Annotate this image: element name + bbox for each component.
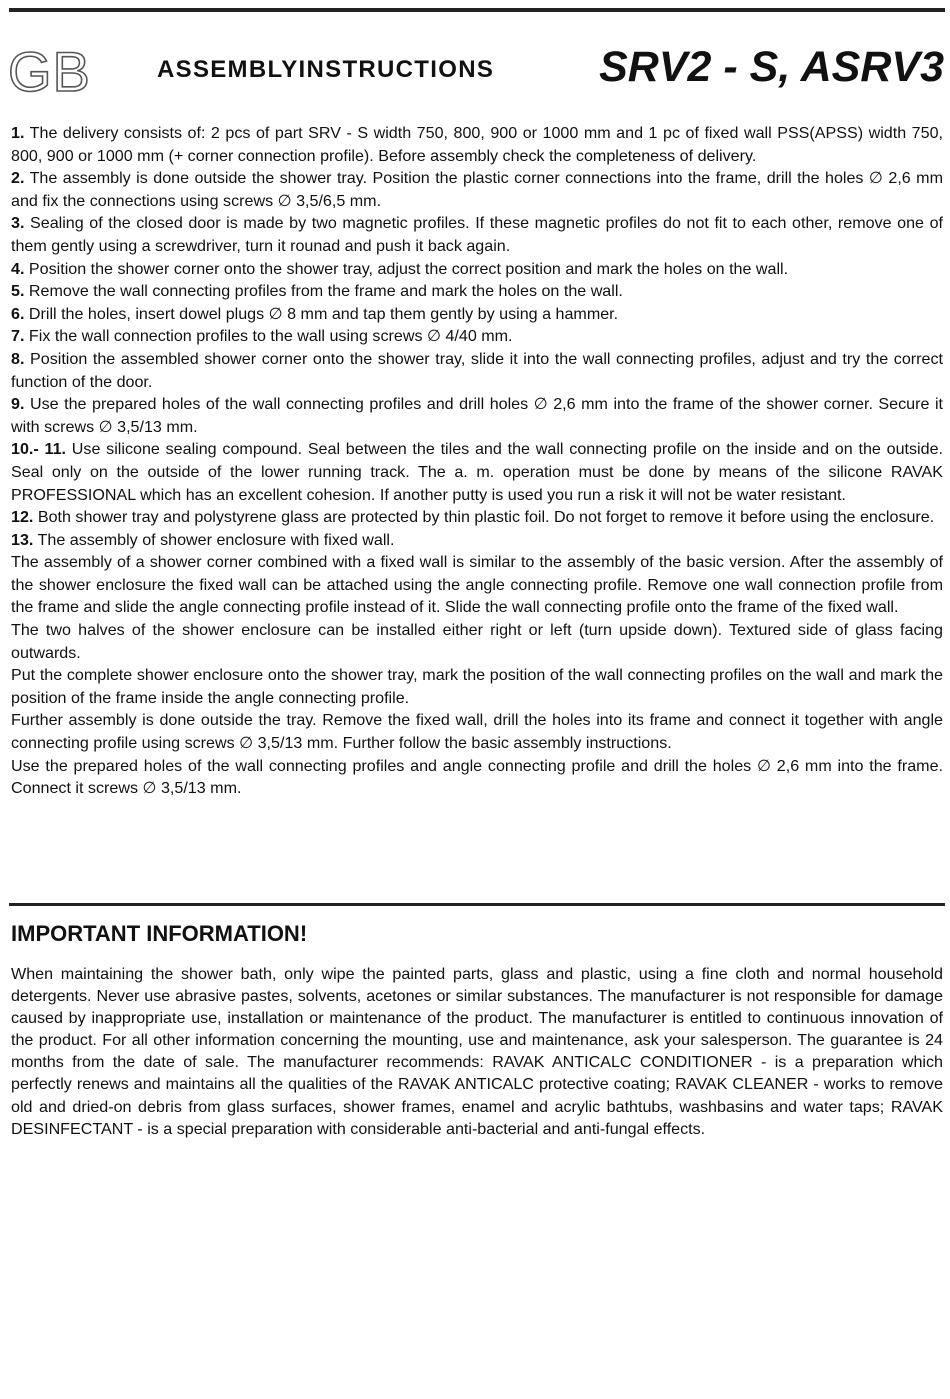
instruction-step	[11, 325, 943, 348]
step-number: 5.	[11, 282, 25, 301]
paragraph-text: Put the complete shower enclosure onto the shower tray, mark the position of the wall connecting profiles on the wall and mark the position of the frame inside the angle connecting profile.	[11, 666, 943, 707]
step-text: Use silicone sealing compound. Seal between the tiles and the wall connecting profile on the inside and on the outside. Seal only on the outside of the lower running track. The a. m. operation must be done by means of the silicone RAVAK PROFESSIONAL which has an excellent cohesion. If another putty is used you run a risk it will not be water resistant.	[11, 440, 943, 504]
document-title: ASSEMBLYINSTRUCTIONS	[157, 56, 495, 83]
step-number: 3.	[11, 214, 25, 233]
step-number: 13.	[11, 530, 34, 549]
step-text: Remove the wall connecting profiles from the frame and mark the holes on the wall.	[24, 282, 623, 301]
step-number: 12.	[11, 508, 34, 527]
instruction-paragraph	[11, 551, 943, 619]
step-text: Both shower tray and polystyrene glass are protected by thin plastic foil. Do not forget to remove it before using the enclosure.	[33, 508, 935, 527]
instruction-step	[11, 303, 943, 326]
instruction-step	[11, 506, 943, 529]
instruction-paragraph	[11, 755, 943, 800]
paragraph-text: Use the prepared holes of the wall connecting profiles and angle connecting profile and drill the holes ∅ 2,6 mm into the frame. Connect it screws ∅ 3,5/13 mm.	[11, 756, 943, 798]
step-number: 8.	[11, 349, 25, 368]
instruction-step	[11, 529, 943, 552]
paragraph-text: Further assembly is done outside the tray. Remove the fixed wall, drill the holes into its frame and connect it together with angle connecting profile using screws ∅ 3,5/13 mm. Further follow the basic assembly instructions.	[11, 711, 943, 753]
instructions-section	[11, 122, 943, 800]
step-number: 9.	[11, 395, 25, 414]
step-text: Drill the holes, insert dowel plugs ∅ 8 mm and tap them gently by using a hammer.	[24, 304, 619, 323]
step-text: The delivery consists of: 2 pcs of part SRV - S width 750, 800, 900 or 1000 mm and 1 pc of fixed wall PSS(APSS) width 750, 800, 900 or 1000 mm (+ corner connection profile). Before assembly check the completeness of delivery.	[11, 124, 943, 165]
step-text: Sealing of the closed door is made by two magnetic profiles. If these magnetic profiles do not fit to each other, remove one of them gently using a screwdriver, turn it rounad and push it back again.	[11, 214, 943, 255]
step-text: Use the prepared holes of the wall connecting profiles and drill holes ∅ 2,6 mm into the frame of the shower corner. Secure it with screws ∅ 3,5/13 mm.	[11, 395, 943, 436]
step-text: Position the assembled shower corner onto the shower tray, slide it into the wall connecting profiles, adjust and try the correct function of the door.	[11, 349, 943, 391]
model-number: SRV2 - S, ASRV3	[599, 43, 944, 91]
instruction-step	[11, 212, 943, 257]
paragraph-text: The two halves of the shower enclosure can be installed either right or left (turn upside down). Textured side of glass facing outwards.	[11, 621, 943, 662]
instruction-step	[11, 122, 943, 167]
step-number: 2.	[11, 169, 25, 188]
instruction-step	[11, 393, 943, 438]
instruction-step	[11, 280, 943, 303]
language-code: GB	[8, 40, 91, 103]
step-text: Position the shower corner onto the shower tray, adjust the correct position and mark the holes on the wall.	[24, 259, 789, 278]
instruction-paragraph	[11, 664, 943, 709]
top-rule	[9, 8, 945, 12]
important-heading: IMPORTANT INFORMATION!	[11, 921, 308, 946]
step-number: 7.	[11, 327, 25, 346]
paragraph-text: The assembly of a shower corner combined with a fixed wall is similar to the assembly of the basic version. After the assembly of the shower enclosure the fixed wall can be attached using the angle connecting profile. Remove one wall connection profile from the frame and slide the angle connecting profile instead of it. Slide the wall connecting profile onto the frame of the fixed wall.	[11, 553, 943, 617]
instruction-step	[11, 438, 943, 506]
step-text: The assembly is done outside the shower tray. Position the plastic corner connections into the frame, drill the holes ∅ 2,6 mm and fix the connections using screws ∅ 3,5/6,5 mm.	[11, 169, 943, 210]
important-text: When maintaining the shower bath, only wipe the painted parts, glass and plastic, using a fine cloth and normal household detergents. Never use abrasive pastes, solvents, acetones or similar substances. The manufacturer is not responsible for damage caused by inappropriate use, installation or maintenance of the product. The manufacturer is entitled to continuous innovation of the product. For all other information concerning the mounting, use and maintenance, ask your salesperson. The guarantee is 24 months from the date of sale. The manufacturer recommends: RAVAK ANTICALC CONDITIONER - is a preparation which perfectly renews and maintains all the qualities of the RAVAK ANTICALC protective coating; RAVAK CLEANER - works to remove old and dried-on debris from glass surfaces, shower frames, enamel and acrylic bathtubs, washbasins and water taps; RAVAK DESINFECTANT - is a special preparation with considerable anti-bacterial and anti-fungal effects.	[11, 965, 943, 1138]
step-number: 1.	[11, 124, 25, 142]
instruction-step	[11, 348, 943, 393]
step-text: Fix the wall connection profiles to the wall using screws ∅ 4/40 mm.	[24, 327, 513, 346]
section-divider	[9, 903, 945, 906]
step-number: 6.	[11, 304, 25, 323]
instruction-step	[11, 258, 943, 281]
instruction-paragraph	[11, 619, 943, 664]
instruction-step	[11, 167, 943, 212]
step-number: 10.- 11.	[11, 440, 66, 459]
step-number: 4.	[11, 259, 25, 278]
step-text: The assembly of shower enclosure with fixed wall.	[33, 530, 395, 549]
instruction-paragraph	[11, 709, 943, 754]
